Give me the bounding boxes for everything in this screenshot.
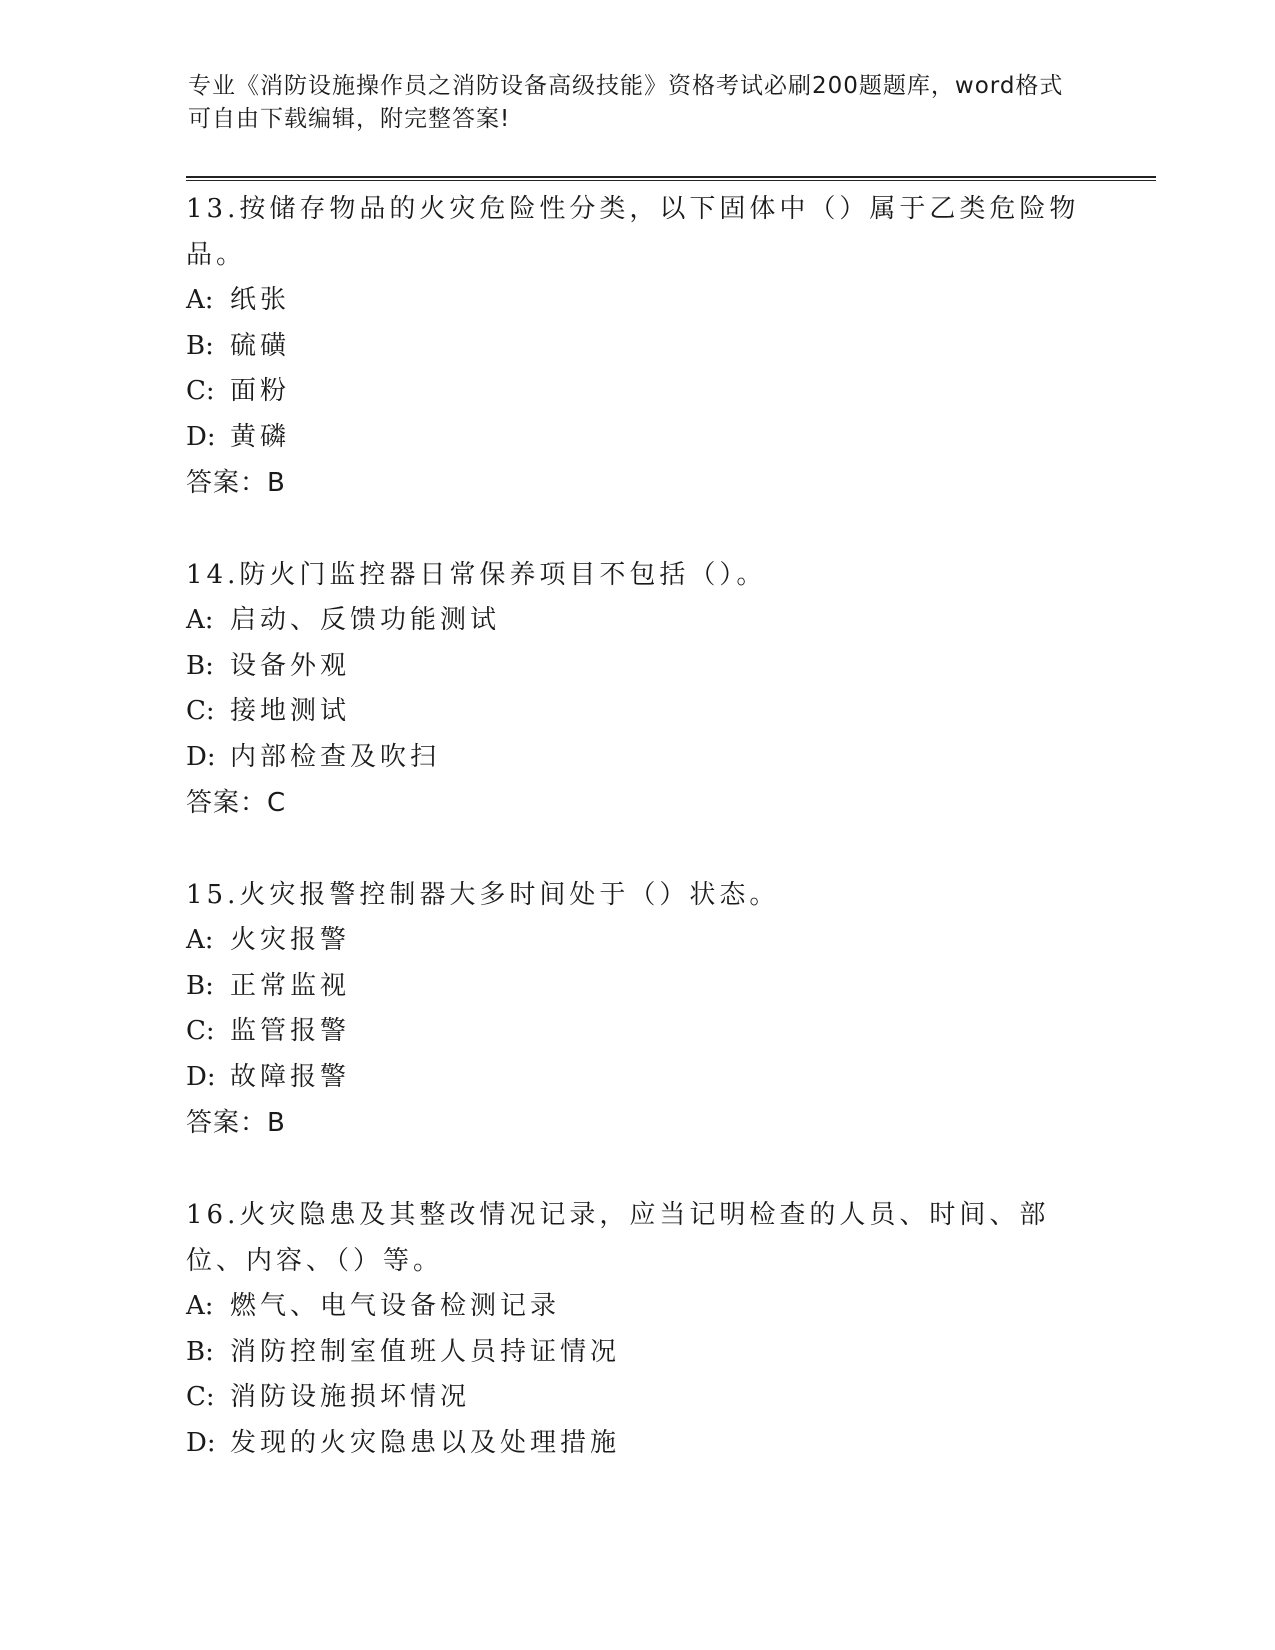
option-text: 内部检查及吹扫	[230, 741, 441, 772]
answer-line: 答案：C	[186, 788, 287, 818]
option-b	[186, 964, 1086, 1010]
option-text: 正常监视	[230, 970, 351, 1001]
option-d	[186, 1055, 1086, 1101]
option-letter: C:	[186, 696, 215, 726]
question-list	[186, 186, 1086, 1512]
option-d	[186, 1421, 1086, 1467]
option-b	[186, 644, 1086, 690]
option-c	[186, 369, 1086, 415]
option-letter: B:	[186, 650, 214, 681]
option-text: 火灾报警	[230, 925, 351, 955]
answer-line: 答案：B	[186, 468, 286, 498]
header-divider	[186, 176, 1156, 181]
question-stem: 16.火灾隐患及其整改情况记录，应当记明检查的人员、时间、部位、内容、（）等。	[186, 1200, 1050, 1276]
option-letter: A:	[186, 605, 214, 635]
option-text: 监管报警	[230, 1016, 351, 1046]
option-d	[186, 735, 1086, 781]
option-letter: D:	[186, 1427, 216, 1458]
option-text: 消防设施损坏情况	[230, 1382, 471, 1412]
option-letter: C:	[186, 376, 215, 406]
question-15	[186, 872, 1086, 1146]
option-text: 消防控制室值班人员持证情况	[230, 1336, 621, 1367]
document-header: 专业《消防设施操作员之消防设备高级技能》资格考试必刷200题题库，word格式可自由下载编辑，附完整答案!	[188, 73, 1064, 132]
option-letter: D:	[186, 741, 216, 772]
option-letter: C:	[186, 1016, 215, 1046]
option-text: 面粉	[230, 376, 291, 406]
option-letter: A:	[186, 1291, 214, 1321]
option-letter: B:	[186, 330, 214, 361]
question-stem: 15.火灾报警控制器大多时间处于（）状态。	[186, 880, 780, 910]
option-b	[186, 1330, 1086, 1376]
option-text: 启动、反馈功能测试	[230, 605, 501, 635]
question-13	[186, 186, 1086, 506]
option-letter: B:	[186, 1336, 214, 1367]
option-letter: A:	[186, 285, 214, 315]
option-letter: A:	[186, 925, 214, 955]
option-c	[186, 1375, 1086, 1421]
option-c	[186, 1009, 1086, 1055]
option-c	[186, 689, 1086, 735]
option-text: 设备外观	[230, 650, 351, 681]
option-b	[186, 324, 1086, 370]
question-stem: 13.按储存物品的火灾危险性分类，以下固体中（）属于乙类危险物品。	[186, 194, 1080, 270]
option-letter: D:	[186, 421, 216, 452]
option-letter: B:	[186, 970, 214, 1001]
option-text: 发现的火灾隐患以及处理措施	[230, 1427, 621, 1458]
option-d	[186, 415, 1086, 461]
option-text: 故障报警	[230, 1061, 351, 1092]
option-text: 黄磷	[230, 421, 291, 452]
answer-line: 答案：B	[186, 1108, 286, 1138]
option-a	[186, 918, 1086, 964]
question-stem: 14.防火门监控器日常保养项目不包括（）。	[186, 560, 767, 590]
option-letter: D:	[186, 1061, 216, 1092]
option-text: 纸张	[230, 285, 291, 315]
question-14	[186, 552, 1086, 826]
option-a	[186, 278, 1086, 324]
option-a	[186, 1284, 1086, 1330]
question-16	[186, 1192, 1086, 1466]
option-text: 燃气、电气设备检测记录	[230, 1291, 561, 1321]
option-letter: C:	[186, 1382, 215, 1412]
option-text: 硫磺	[230, 330, 291, 361]
option-a	[186, 598, 1086, 644]
option-text: 接地测试	[230, 696, 351, 726]
